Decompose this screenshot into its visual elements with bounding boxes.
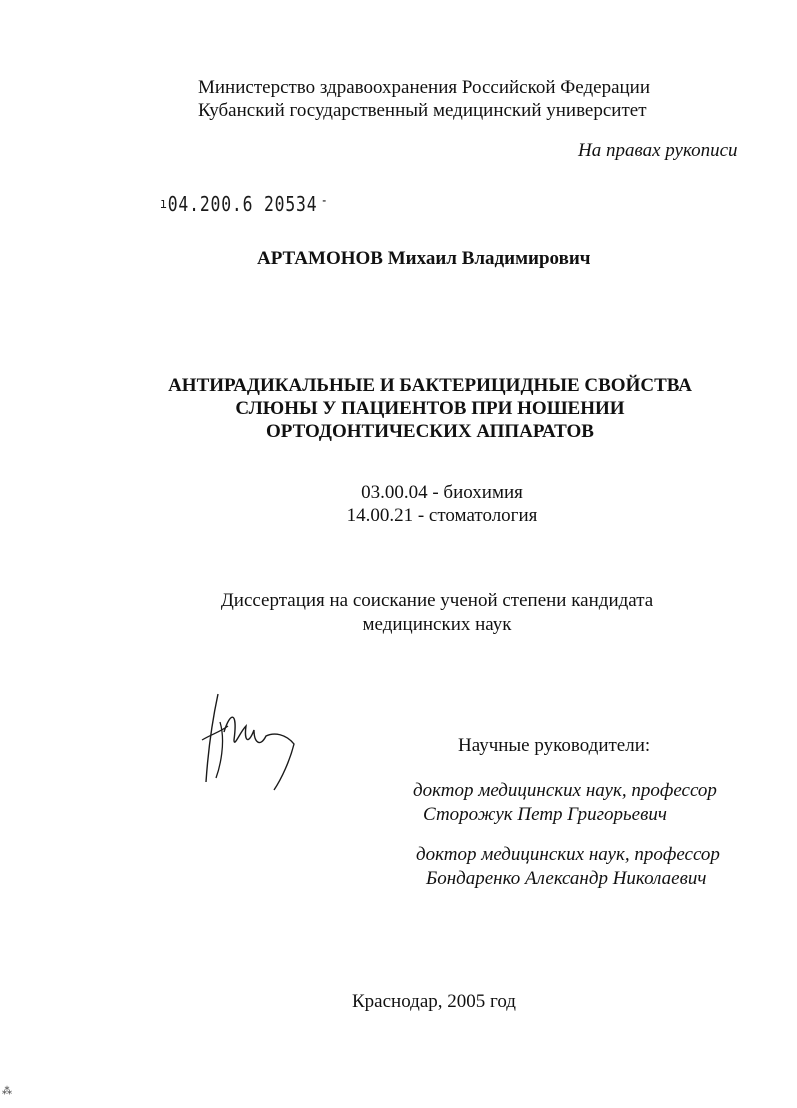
supervisor-2-degree: доктор медицинских наук, профессор — [416, 844, 720, 865]
supervisors-heading: Научные руководители: — [458, 735, 651, 756]
manuscript-note: На правах рукописи — [578, 140, 738, 161]
supervisor-1-name: Сторожук Петр Григорьевич — [423, 804, 667, 825]
supervisor-1-degree: доктор медицинских наук, профессор — [413, 780, 717, 801]
specialty-biochemistry: 03.00.04 - биохимия — [361, 482, 523, 503]
stamp-number: 04.200.6 20534 — [167, 192, 318, 216]
dissertation-line-1: Диссертация на соискание ученой степени кандидата — [220, 590, 654, 611]
author-surname: АРТАМОНОВ — [257, 248, 383, 269]
dissertation-degree — [0, 589, 797, 637]
specialty-dentistry: 14.00.21 - стоматология — [346, 505, 538, 526]
author-name — [257, 248, 591, 270]
university-name: Кубанский государственный медицинский университет — [198, 100, 647, 121]
title-line-2: СЛЮНЫ У ПАЦИЕНТОВ ПРИ НОШЕНИИ — [235, 398, 625, 419]
stamp-mark-right: - — [320, 193, 329, 209]
dissertation-title — [150, 374, 710, 443]
author-signature — [190, 682, 310, 802]
institution-header — [198, 76, 650, 122]
dissertation-line-2: медицинских наук — [362, 614, 512, 635]
stamp-mark-left: ı — [160, 196, 168, 212]
ministry-name: Министерство здравоохранения Российской Федерации — [198, 77, 651, 98]
city-year: Краснодар, 2005 год — [352, 991, 516, 1012]
title-line-1: АНТИРАДИКАЛЬНЫЕ И БАКТЕРИЦИДНЫЕ СВОЙСТВА — [168, 375, 692, 396]
scan-artifact: ⁂ — [2, 1086, 12, 1097]
supervisor-2-name: Бондаренко Александр Николаевич — [426, 868, 707, 889]
specialties — [0, 481, 797, 527]
title-line-3: ОРТОДОНТИЧЕСКИХ АППАРАТОВ — [266, 421, 594, 442]
author-given-names: Михаил Владимирович — [387, 248, 591, 269]
registration-stamp — [160, 192, 328, 216]
